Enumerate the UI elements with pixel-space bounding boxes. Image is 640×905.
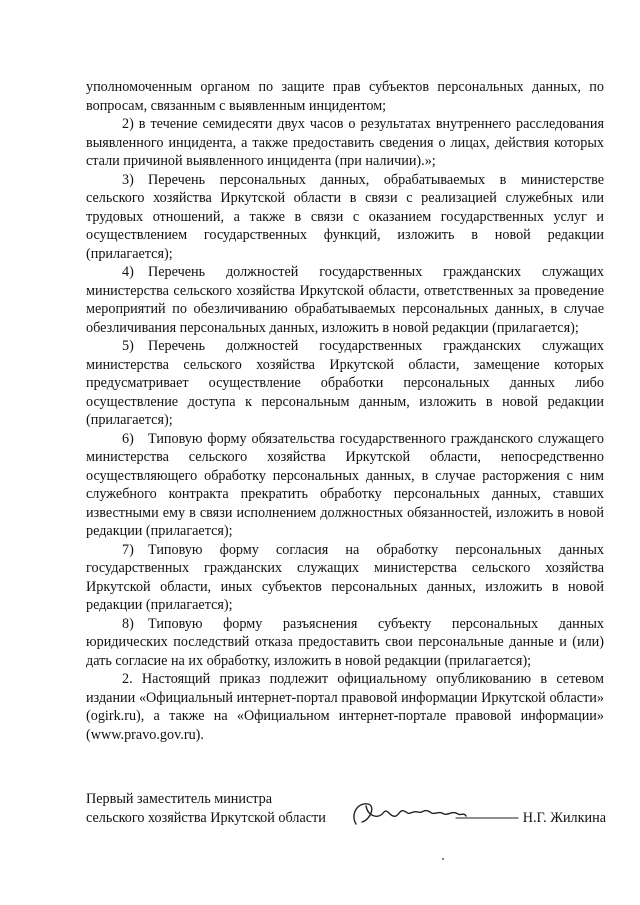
paragraph: 3) Перечень персональных данных, обрабатываемых в министерстве сельского хозяйства Иркутской области в связи с реализацией служебных или трудовых отношений, а также в связи с оказанием государственных услуг и осуществлением государственных функций, изложить в новой редакции (прилагается); bbox=[86, 171, 604, 262]
paragraph: 2. Настоящий приказ подлежит официальному опубликованию в сетевом издании «Официальный интернет-портал правовой информации Иркутской области» (ogirk.ru), а также на «Официальном интернет-портале правовой информации» (www.pravo.gov.ru). bbox=[86, 671, 604, 743]
paragraph: 8) Типовую форму разъяснения субъекту персональных данных юридических последствий отказа предоставить свои персональные данные и (или) дать согласие на их обработку, изложить в новой редакции (прилагается); bbox=[86, 615, 604, 669]
document-body bbox=[86, 78, 604, 744]
scan-speck bbox=[442, 858, 444, 860]
signer-position-line-2: сельского хозяйства Иркутской области bbox=[86, 810, 326, 826]
paragraph: 2) в течение семидесяти двух часов о результатах внутреннего расследования выявленного инцидента, а также предоставить сведения о лицах, действия которых стали причиной выявленного инцидента (при наличии).»; bbox=[86, 116, 604, 169]
paragraph: 4) Перечень должностей государственных гражданских служащих министерства сельского хозяйства Иркутской области, ответственных за проведение мероприятий по обезличиванию обрабатываемых персональных данных, в случае обезличивания персональных данных, изложить в новой редакции (прилагается); bbox=[86, 264, 604, 336]
signer-name: Н.Г. Жилкина bbox=[522, 810, 606, 826]
paragraph: 6) Типовую форму обязательства государственного гражданского служащего министерства сельского хозяйства Иркутской области, непосредственно осуществляющего обработку персональных данных, в случае расторжения с ним служебного контракта прекратить обработку персональных данных, ставших известными ему в связи исполнением должностных обязанностей, изложить в новой редакции (прилагается); bbox=[86, 430, 604, 539]
handwritten-signature bbox=[348, 794, 523, 834]
signature-block bbox=[86, 790, 606, 828]
signer-position-line-1: Первый заместитель министра bbox=[86, 791, 273, 807]
paragraph: 5) Перечень должностей государственных гражданских служащих министерства сельского хозяйства Иркутской области, замещение которых предусматривает осуществление обработки персональных данных либо осуществление доступа к персональным данным, изложить в новой редакции (прилагается); bbox=[86, 338, 604, 428]
paragraph: 7) Типовую форму согласия на обработку персональных данных государственных гражданских служащих министерства сельского хозяйства Иркутской области, иных субъектов персональных данных, изложить в новой редакции (прилагается); bbox=[86, 541, 604, 613]
paragraph: уполномоченным органом по защите прав субъектов персональных данных, по вопросам, связанным с выявленным инцидентом; bbox=[86, 79, 604, 114]
